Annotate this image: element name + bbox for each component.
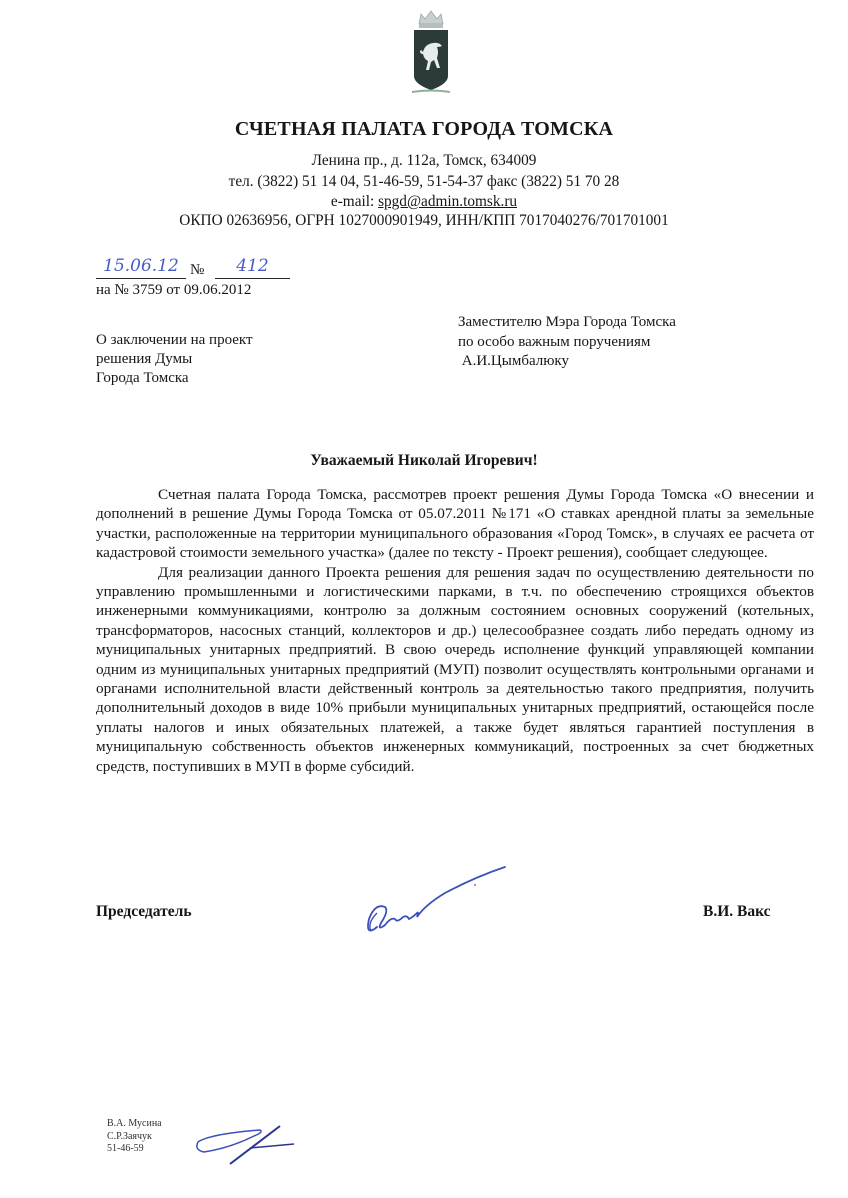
email-link[interactable]: spgd@admin.tomsk.ru [378,193,518,210]
addressee-line: А.И.Цымбалюку [458,353,570,369]
signer-name: В.И. Вакс [703,903,771,920]
executor-line: С.Р.Заячук [107,1130,152,1142]
letter-subject [96,331,253,388]
number-sign: № [190,262,205,278]
body-paragraph: Для реализации данного Проекта решения для решения задач по осуществлению деятельности по управлению промышленными и логистическими парками, в т.ч. по обеспечению строящихся объектов инженерными коммуникациями, контролю за должным состоянием основных сооружений (котельных, трансформаторов, насосных станций, коллекторов и др.) целесообразнее создать либо передать одному из муниципальных унитарных предприятий. В свою очередь исполнение функций управляющей компании одним из муниципальных унитарных предприятий (МУП) позволит осуществлять контрольными органами и органами исполнительной власти действенный контроль за деятельностью такого предприятия, получить дополнительный доходов в виде 10% прибыли муниципальных унитарных предприятий, остающейся после уплаты налогов и иных обязательных платежей, а также будет являться гарантией поступления в муниципальную собственность объектов инженерных коммуникаций, построенных за счет бюджетных средств, поступивших в МУП в форме субсидий. [96,563,814,775]
email-label: e-mail: [330,193,379,210]
body-paragraph: Счетная палата Города Томска, рассмотрев проект решения Думы Города Томска «О внесении и дополнений в решение Думы Города Томска от 05.07.2011 №171 «О ставках арендной платы за земельные участки, расположенные на территории муниципального образования «Город Томск», в случаях ее расчета от кадастровой стоимости земельного участка» (далее по тексту - Проект решения), сообщает следующее. [96,486,814,562]
executors-block [107,1118,162,1156]
addressee-line: Заместителю Мэра Города Томска [458,314,676,330]
executor-line: В.А. Мусина [107,1118,162,1129]
addressee-block [458,313,676,372]
executor-line: 51-46-59 [107,1143,144,1154]
organization-address: Ленина пр., д. 112а, Томск, 634009 [311,152,537,169]
tomsk-coat-of-arms-icon [409,6,453,96]
subject-line: Города Томска [96,370,189,386]
organization-email-line [0,193,848,211]
outgoing-number: 412 [215,256,290,279]
letter-body [96,485,814,776]
outgoing-date: 15.06.12 [96,256,186,279]
organization-registry-codes: ОКПО 02636956, ОГРН 1027000901949, ИНН/КПП 7017040276/701701001 [179,212,669,229]
incoming-reference: на № 3759 от 09.06.2012 [96,282,252,298]
signer-title: Председатель [96,903,192,920]
addressee-line: по особо важным поручениям [458,333,651,350]
subject-line: О заключении на проект [96,332,253,348]
handwritten-signature-icon [355,855,515,945]
salutation: Уважаемый Николай Игоревич! [310,452,538,469]
organization-phones: тел. (3822) 51 14 04, 51-46-59, 51-54-37 факс (3822) 51 70 28 [228,173,620,190]
organization-title: СЧЕТНАЯ ПАЛАТА ГОРОДА ТОМСКА [234,118,614,140]
handwritten-initials-icon [190,1120,300,1170]
subject-line: решения Думы [96,351,193,367]
